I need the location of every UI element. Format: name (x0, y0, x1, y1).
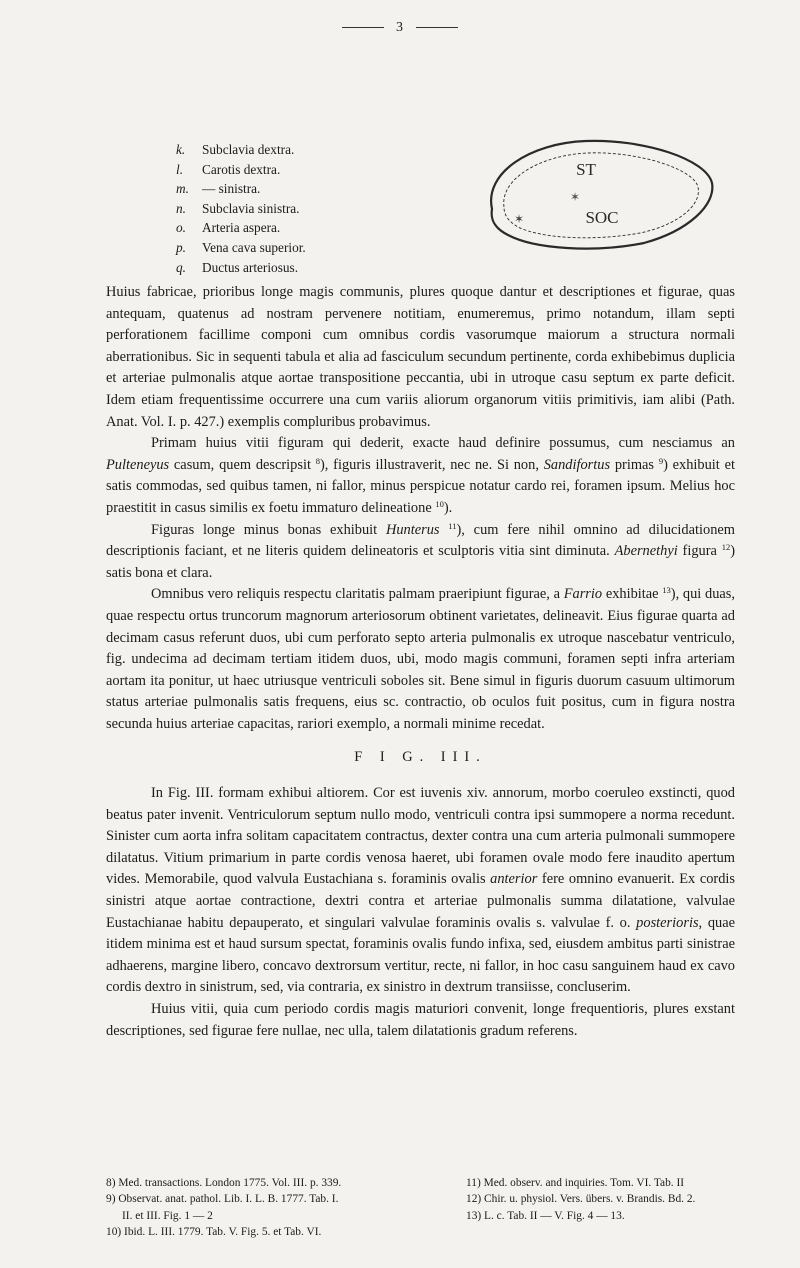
emphasis: posterioris (636, 914, 699, 931)
page-number-text: 3 (396, 20, 404, 35)
footnote: 10) Ibid. L. III. 1779. Tab. V. Fig. 5. et Tab. VI. (106, 1226, 322, 1239)
legend-item (176, 258, 306, 278)
legend-label: Ductus arteriosus. (202, 259, 299, 275)
author-name: Sandifortus (543, 456, 611, 473)
page-number (0, 20, 800, 36)
svg-text:✶: ✶ (570, 190, 581, 204)
footnote-ref: 8 (315, 455, 320, 466)
footnote: II. et III. Fig. 1 — 2 (122, 1209, 213, 1222)
figure-heading: F I G. III. (354, 749, 487, 766)
legend-label: Subclavia dextra. (202, 142, 295, 157)
paragraph: Huius vitii, quia cum periodo cordis magis maturiori convenit, longe frequentioris, plures exstant descriptiones, sed figurae fere nullae, nec ulla, talem dilatationis gradum referens. (106, 1001, 735, 1039)
page-number-rule-right (416, 27, 458, 28)
paragraph: Omnibus vero reliquis respectu claritatis palmam praeripiunt figurae, a Farrio exhibitae $^{13}$), qui duas, quae respectu ortus truncorum magnorum arteriosorum obtinent varietates, delineavit. Eius figurae quarta ad decimam casus referunt duos, ubi cum perforato septo arteria pulmonalis ex utroque nascebatur ventriculo, fig. undecima ad decimam tertiam itidem duos, ubi, modo magis communi, foramen septi infra arteriam aortam ita ponitur, ut haec utriusque ventriculi soboles sit. Bene simul in figuris duorum casuum ultimorum status arteriae pulmonalis satis frequens, eius sc. contractio, ob oculos fuit positus, cum in figura nostra secunda huius arteriae capacitas, rariori exemplo, a normali minime recedat. (106, 585, 735, 732)
paragraph: Figuras longe minus bonas exhibuit Hunterus $^{11}$), cum fere nihil omnino ad dilucidationem descriptionis faciant, et ne literis quidem delineatoris et sculptoris vitia sint diminuta. Abernethyi figura $^{12}$) satis bona et clara. (106, 520, 736, 581)
footnote: 12) Chir. u. physiol. Vers. übers. v. Brandis. Bd. 2. (466, 1193, 696, 1206)
figure-legend (176, 140, 306, 277)
author-name: Farrio (563, 586, 603, 603)
footnotes-left-column (106, 1175, 456, 1241)
emphasis: anterior (490, 871, 538, 888)
legend-item (176, 140, 306, 160)
footnote-ref: 13 (662, 585, 671, 596)
legend-item (176, 218, 306, 238)
legend-item (176, 179, 306, 199)
paragraph: In Fig. III. formam exhibui altiorem. Cor est iuvenis xiv. annorum, morbo coeruleo exstincti, quod beatus pater invenit. Ventriculorum septum nullo modo, ventriculi contra ipsi summopere a norma recedunt. Sinister cum aorta infra solitam capacitatem contractus, dexter contra una cum arteria pulmonali summopere dilatatus. Vitium primarium in parte cordis venosa haeret, ubi foramen ovale modo fere inaudito apertum vides. Memorabile, quod valvula Eustachiana s. foraminis ovalis anterior fere omnino evanuerit. Ex cordis sinistri atque aortae contractione, dextri contra et arteriae pulmonalis summa dilatatione, valvulae Eustachianae habitu depauperato, et singulari valvulae foraminis ovalis s. valvulae f. o. posterioris, quae itidem minima est et haud sursum spectat, foraminis ovalis fundo infixa, sed, eiusdem ambitus parti sinistrae adhaerens, margine libero, concavo dextrorsum vertitur, recte, ni fallor, in hoc casu sanguinem haud ex cavo cordis dextro in sinistrum, sed, via contraria, ex sinistro in dextrum transiisse, concluserim. (106, 785, 735, 996)
footnote: 13) L. c. Tab. II — V. Fig. 4 — 13. (466, 1209, 625, 1222)
author-name: Pulteneyus (106, 456, 170, 473)
legend-label: Carotis dextra. (202, 161, 281, 177)
legend-key: l. (176, 161, 184, 177)
svg-text:ST: ST (576, 160, 596, 179)
footnote-ref: 9 (658, 455, 664, 466)
legend-key: m. (176, 181, 189, 197)
legend-label: Arteria aspera. (202, 220, 281, 236)
legend-key: n. (176, 200, 186, 216)
legend-label: — sinistra. (202, 181, 261, 197)
footnote: 8) Med. transactions. London 1775. Vol. III. p. 339. (106, 1177, 342, 1189)
legend-label: Subclavia sinistra. (202, 200, 300, 216)
library-stamp-icon (474, 135, 720, 253)
footnote-ref: 12 (721, 542, 731, 553)
legend-label: Vena cava superior. (202, 239, 306, 255)
legend-item (176, 199, 306, 219)
footnotes (106, 1175, 746, 1241)
legend-key: q. (176, 259, 186, 275)
library-stamp (474, 135, 720, 253)
paragraph: Huius fabricae, prioribus longe magis communis, plures quoque dantur et descriptiones et figurae, quas antequam, quatenus ad nostram pervenere notitiam, enumeremus, primo notandum, illam septi perforationem facillime componi cum omnibus cordis vasorumque maiorum a structura normali aberrationibus. Sic in sequenti tabula et alia ad fasciculum secundum pertinente, corda exhibebimus duplicia et arteriae pulmonalis atque aortae transpositione peccantia, ubi in utroque casu septum ex parte deficit. Idem etiam frequentissime occurrere una cum variis aliorum organorum vitiis primitivis, iam alibi (Path. Anat. Vol. I. p. 427.) exemplis compluribus probavimus. (106, 284, 735, 430)
legend-key: k. (176, 142, 186, 157)
footnote: 9) Observat. anat. pathol. Lib. I. L. B. 1777. Tab. I. (106, 1193, 339, 1206)
author-name: Abernethyi (614, 543, 678, 560)
svg-text:SOC: SOC (585, 208, 619, 227)
footnote-ref: 11 (448, 520, 457, 531)
legend-key: o. (176, 220, 186, 236)
footnote-ref: 10 (435, 498, 444, 509)
footnotes-right-column (466, 1175, 746, 1241)
legend-item (176, 160, 306, 180)
paragraph: Primam huius vitii figuram qui dederit, exacte haud definire possumus, cum nesciamus an Pulteneyus casum, quem descripsit $^8$), figuris illustraverit, nec ne. Si non, Sandifortus primas $^9$) exhibuit et satis commodas, sed quibus tamen, ni fallor, minus perspicue notatur cardo rei, foramen ipsum. Melius hoc praestitit in casus similis ex foetu immaturo delineatione $^{10}$). (106, 435, 735, 516)
footnote: 11) Med. observ. and inquiries. Tom. VI. Tab. II (466, 1177, 685, 1189)
page-number-rule-left (342, 27, 384, 28)
main-text (106, 282, 735, 1042)
author-name: Hunterus (385, 521, 440, 538)
legend-item (176, 238, 306, 258)
legend-key: p. (176, 239, 186, 255)
svg-text:✶: ✶ (514, 212, 525, 226)
